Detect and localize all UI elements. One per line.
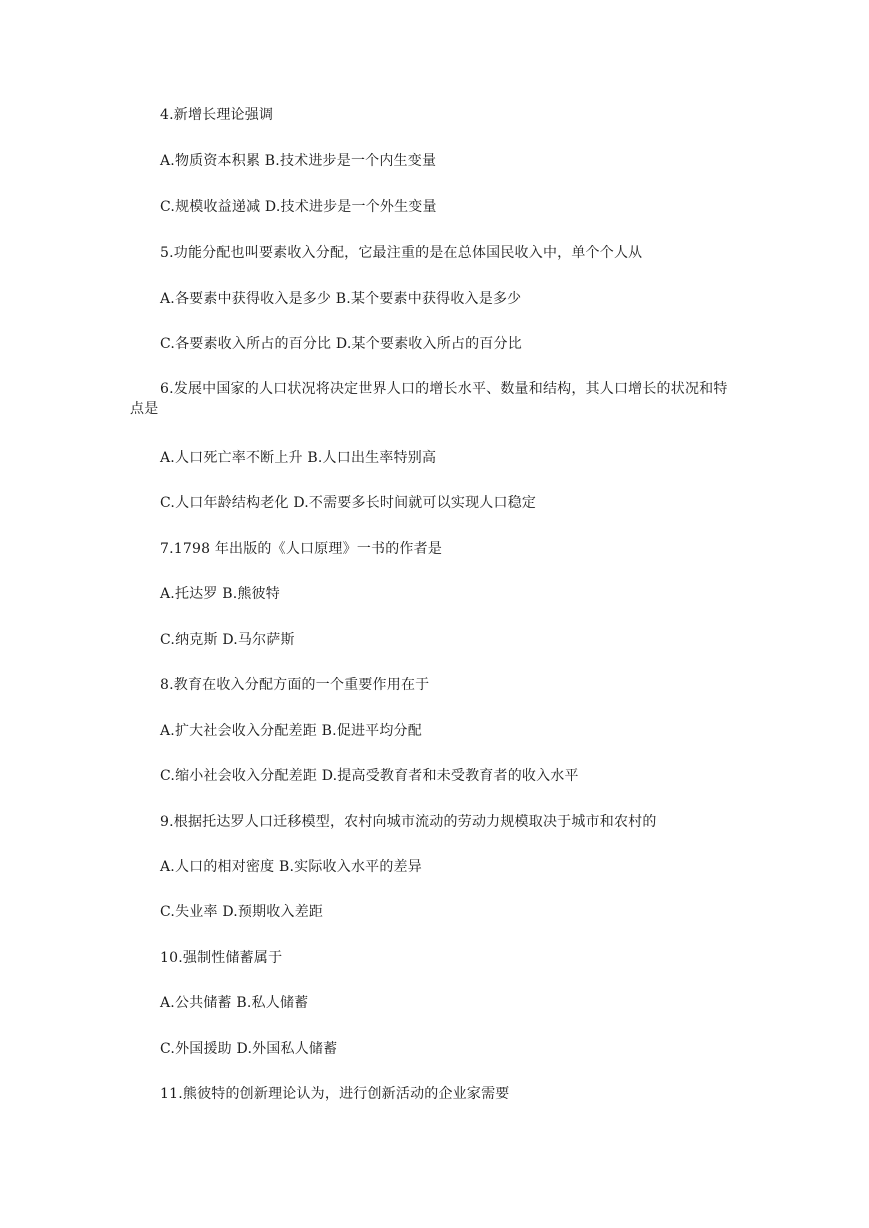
question-8-options-cd: C.缩小社会收入分配差距 D.提高受教育者和未受教育者的收入水平 — [160, 768, 579, 784]
question-10-stem: 10.强制性储蓄属于 — [160, 950, 283, 966]
question-10-options-cd: C.外国援助 D.外国私人储蓄 — [160, 1041, 338, 1057]
question-7-options-ab: A.托达罗 B.熊彼特 — [160, 586, 280, 602]
question-10-options-ab: A.公共储蓄 B.私人储蓄 — [160, 995, 309, 1011]
question-5-options-ab: A.各要素中获得收入是多少 B.某个要素中获得收入是多少 — [160, 291, 522, 307]
question-8-stem: 8.教育在收入分配方面的一个重要作用在于 — [160, 677, 430, 693]
question-4-stem: 4.新增长理论强调 — [160, 107, 274, 123]
question-11-stem: 11.熊彼特的创新理论认为，进行创新活动的企业家需要 — [160, 1086, 510, 1102]
question-7-options-cd: C.纳克斯 D.马尔萨斯 — [160, 632, 295, 648]
question-8-options-ab: A.扩大社会收入分配差距 B.促进平均分配 — [160, 723, 422, 739]
question-6-options-cd: C.人口年龄结构老化 D.不需要多长时间就可以实现人口稳定 — [160, 495, 537, 511]
question-9-stem: 9.根据托达罗人口迁移模型，农村向城市流动的劳动力规模取决于城市和农村的 — [160, 814, 657, 830]
question-6-options-ab: A.人口死亡率不断上升 B.人口出生率特别高 — [160, 450, 437, 466]
question-7-stem: 7.1798 年出版的《人口原理》一书的作者是 — [160, 541, 443, 557]
question-5-stem: 5.功能分配也叫要素收入分配，它最注重的是在总体国民收入中，单个个人从 — [160, 245, 643, 261]
question-6-stem: 6.发展中国家的人口状况将决定世界人口的增长水平、数量和结构，其人口增长的状况和特点是 — [130, 381, 728, 417]
question-9-options-ab: A.人口的相对密度 B.实际收入水平的差异 — [160, 859, 422, 875]
question-4-options-ab: A.物质资本积累 B.技术进步是一个内生变量 — [160, 153, 437, 169]
question-5-options-cd: C.各要素收入所占的百分比 D.某个要素收入所占的百分比 — [160, 336, 522, 352]
question-9-options-cd: C.失业率 D.预期收入差距 — [160, 904, 324, 920]
question-4-options-cd: C.规模收益递减 D.技术进步是一个外生变量 — [160, 199, 437, 215]
